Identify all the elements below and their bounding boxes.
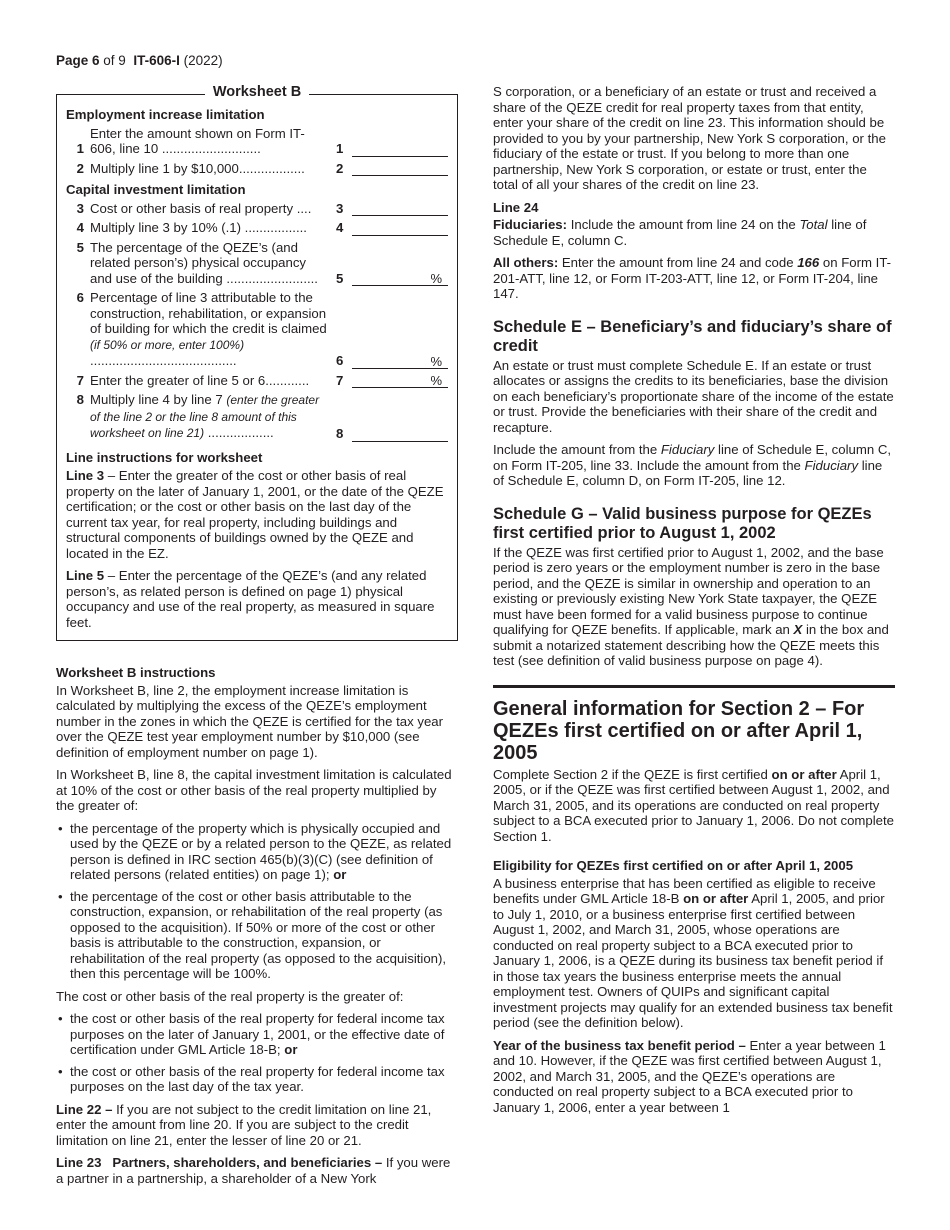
form-year: (2022): [183, 53, 223, 68]
form-number: IT-606-I: [133, 53, 180, 68]
fiduciaries-paragraph: Fiduciaries: Include the amount from line 24 on the Total line of Schedule E, column C.: [493, 217, 867, 248]
wbi-paragraph-3: The cost or other basis of the real property is the greater of:: [56, 988, 404, 1004]
worksheet-title: Worksheet B: [205, 84, 309, 100]
eligibility-paragraph: A business enterprise that has been certified as eligible to receive benefits under GML Article 18-B on or after April 1, 2005, and prior to July 1, 2010, or a business enterprise first certified between August 1, 2002, and March 31, 2005, whose operations are conducted on real property subject to a BCA executed prior to January 1, 2006, is a QEZE during its business tax benefit period if in those tax years the business enterprise meets the annual employment test. Owners of QUIPs and significant capital investment projects may qualify for an extended business tax benefit period (see the definition below).: [493, 875, 893, 1030]
line-4-input[interactable]: [352, 222, 448, 236]
list-item: • the cost or other basis of the real property for federal income tax purposes on the later of January 1, 2001, or the effective date of certification under GML Article 18-B; or: [56, 1011, 458, 1058]
worksheet-line-2: 2 Multiply line 1 by $10,000.................. 2: [66, 161, 448, 177]
worksheet-line-3: 3 Cost or other basis of real property .... 3: [66, 201, 448, 217]
line-instructions-heading: Line instructions for worksheet: [66, 449, 263, 465]
line-7-input[interactable]: %: [352, 374, 448, 388]
worksheet-line-8: 8 Multiply line 4 by line 7 (enter the greater of the line 2 or the line 8 amount of this worksheet on line 21) .................. 8: [66, 392, 448, 442]
schedule-e-paragraph-1: An estate or trust must complete Schedule E. If an estate or trust allocates or assigns the credits to its beneficiaries, base the division on each beneficiary’s proportionate share of the income of the estate or trust. Provide the beneficiaries with their share of the credit and recapture.: [493, 357, 894, 435]
line-2-input[interactable]: [352, 162, 448, 176]
right-column: [493, 84, 895, 1122]
all-others-paragraph: All others: Enter the amount from line 24 and code 166 on Form IT-201-ATT, line 12, or Form IT-203-ATT, line 12, or Form IT-204, line 147.: [493, 255, 892, 301]
general-info-paragraph: Complete Section 2 if the QEZE is first certified on or after April 1, 2005, or if the QEZE was first certified between August 1, 2002, and March 31, 2005, and its operations are conducted on real property subject to a BCA executed prior to January 1, 2006. Do not complete Section 1.: [493, 766, 894, 844]
line-3-instruction: Line 3 – Enter the greater of the cost or other basis of real property on the later of January 1, 2001, or the date of the QEZE certification; or the cost or other basis on the last day of the current tax year, for real property, including buildings and structural components of buildings owned by the QEZE and located in the EZ.: [66, 468, 444, 561]
cost-basis-list: [56, 1011, 458, 1095]
line-23-continued: S corporation, or a beneficiary of an estate or trust and received a share of the QEZE credit for real property taxes from that entity, enter your share of the credit on line 23. This information should be provided to you by your partnership, New York S corporation, or the fiduciary of the estate or trust. If you belong to more than one partnership, New York S corporation, or estate or trust, enter the total of all your shares of the credit on line 23.: [493, 84, 886, 192]
worksheet-line-6: 6 Percentage of line 3 attributable to the construction, rehabilitation, or expansion of building for which the credit is claimed (if 50% or more, enter 100%) ........................................ 6 %: [66, 290, 448, 369]
worksheet-b-instructions-heading: Worksheet B instructions: [56, 665, 216, 680]
schedule-g-paragraph: If the QEZE was first certified prior to August 1, 2002, and the base period is zero years or the employment number is zero in the base period, and the QEZE is similar in ownership and operation to an existing or previously existing New York State taxpayer, the QEZE must have been formed for a valid business purpose to continue qualifying for QEZE benefits. If applicable, mark an X in the box and submit a notarized statement describing how the QEZE meets this test (see definition of valid business purpose on page 4).: [493, 544, 889, 668]
schedule-e-heading: Schedule E – Beneficiary’s and fiduciary’s share of credit: [493, 317, 892, 355]
worksheet-line-5: 5 The percentage of the QEZE’s (and related person’s) physical occupancy and use of the building ......................... 5 %: [66, 240, 448, 287]
worksheet-line-7: 7 Enter the greater of line 5 or 6............ 7 %: [66, 373, 448, 389]
worksheet-b-box: [56, 84, 458, 641]
schedule-e-paragraph-2: Include the amount from the Fiduciary line of Schedule E, column C, on Form IT-205, line 33. Include the amount from the Fiduciary line of Schedule E, column D, on Form IT-205, line 12.: [493, 442, 892, 488]
wbi-paragraph-2: In Worksheet B, line 8, the capital investment limitation is calculated at 10% of the cost or other basis of the real property multiplied by the greater of:: [56, 767, 452, 813]
page-number: Page 6: [56, 53, 100, 68]
line-5-instruction: Line 5 – Enter the percentage of the QEZE’s (and any related person’s, as related person is defined on page 1) physical occupancy and use of the real property, as measured in square feet.: [66, 568, 435, 630]
eligibility-heading: Eligibility for QEZEs first certified on or after April 1, 2005: [493, 858, 854, 873]
line-24-heading: Line 24: [493, 199, 539, 215]
wbi-paragraph-1: In Worksheet B, line 2, the employment increase limitation is calculated by multiplying the excess of the QEZE’s employment number in the zones in which the QEZE is certified for the tax year over the QEZE test year employment number by $10,000 (see definition of employment number on page 1).: [56, 682, 444, 760]
list-item: • the cost or other basis of the real property for federal income tax purposes on the last day of the tax year.: [56, 1064, 458, 1095]
line-1-input[interactable]: [352, 143, 448, 157]
list-item: • the percentage of the cost or other basis attributable to the construction, expansion, or rehabilitation of the real property (as opposed to the acquisition). If 50% or more of the cost or other basis is attributable to the construction, expansion, or rehabilitation of the real property (as opposed to the acquisition), then this percentage will be 100%.: [56, 889, 458, 982]
benefit-period-paragraph: Year of the business tax benefit period – Enter a year between 1 and 10. However, if the QEZE was first certified between August 1, 2002, and March 31, 2005, and the QEZE’s operations are conducted on real property subject to a BCA executed prior to January 1, 2006, enter a year between 1: [493, 1037, 886, 1115]
section-divider: [493, 685, 895, 688]
line-8-input[interactable]: [352, 428, 448, 442]
line-3-input[interactable]: [352, 202, 448, 216]
greater-of-list: [56, 821, 458, 982]
general-info-heading: General information for Section 2 – For QEZEs first certified on or after April 1, 2005: [493, 697, 865, 764]
employment-heading: Employment increase limitation: [66, 107, 265, 122]
page-header: [56, 53, 223, 68]
schedule-g-heading: Schedule G – Valid business purpose for QEZEs first certified prior to August 1, 2002: [493, 504, 872, 542]
left-column: [56, 84, 458, 1193]
line-22-instruction: Line 22 – If you are not subject to the credit limitation on line 21, enter the amount from line 20. If you are subject to the credit limitation on line 21, enter the lesser of line 20 or 21.: [56, 1101, 432, 1148]
line-6-input[interactable]: %: [352, 355, 448, 369]
line-23-instruction: Line 23 Partners, shareholders, and beneficiaries – If you were a partner in a partnership, a shareholder of a New York: [56, 1155, 451, 1186]
capital-heading: Capital investment limitation: [66, 182, 246, 197]
worksheet-line-4: 4 Multiply line 3 by 10% (.1) ................. 4: [66, 220, 448, 236]
worksheet-line-1: 1 Enter the amount shown on Form IT-606, line 10 ........................... 1: [66, 126, 448, 157]
page-total: of 9: [103, 53, 126, 68]
list-item: • the percentage of the property which is physically occupied and used by the QEZE or by a related person to the QEZE, as related person is defined in IRC section 465(b)(3)(C) (see definition of related persons (related entities) on page 1); or: [56, 821, 458, 883]
line-5-input[interactable]: %: [352, 272, 448, 286]
